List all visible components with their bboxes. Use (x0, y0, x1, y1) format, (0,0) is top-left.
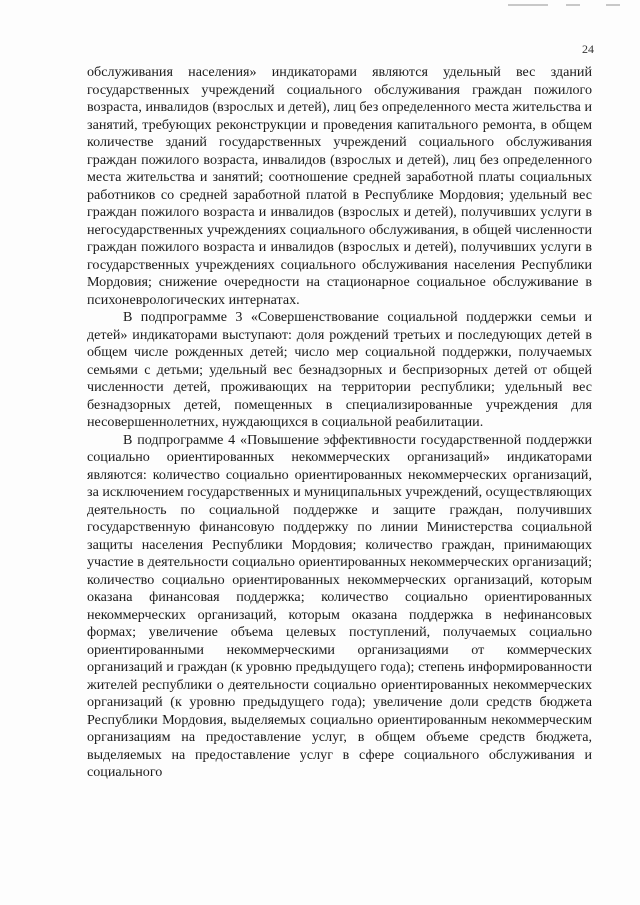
paragraph-subprogram-3: В подпрограмме 3 «Совершенствование социальной поддержки семьи и детей» индикаторами выступают: доля рождений третьих и последующих детей в общем числе рожденных детей; число мер социальной поддержки, получаемых семьями с детьми; удельный вес безнадзорных и беспризорных детей от общей численности детей, проживающих на территории республики; удельный вес безнадзорных детей, помещенных в специализированные учреждения для несовершеннолетних, нуждающихся в социальной реабилитации. (87, 309, 592, 430)
scan-artifact (606, 4, 620, 6)
paragraph-continuation: обслуживания населения» индикаторами являются удельный вес зданий государственных учреждений социального обслуживания граждан пожилого возраста, инвалидов (взрослых и детей), лиц без определенного места жительства и занятий, требующих реконструкции и проведения капитального ремонта, в общем количестве зданий государственных учреждений социального обслуживания граждан пожилого возраста, инвалидов (взрослых и детей), лиц без определенного места жительства и занятий; соотношение средней заработной платы социальных работников со средней заработной платой в Республике Мордовия; удельный вес граждан пожилого возраста и инвалидов (взрослых и детей), получивших услуги в негосударственных учреждениях социального обслуживания, в общей численности граждан пожилого возраста и инвалидов (взрослых и детей), получивших услуги в государственных учреждениях социального обслуживания населения Республики Мордовия; снижение очередности на стационарное социальное обслуживание в психоневрологических интернатах. (87, 64, 592, 308)
scan-artifact (566, 4, 580, 6)
paragraph-subprogram-4: В подпрограмме 4 «Повышение эффективности государственной поддержки социально ориентированных некоммерческих организаций» индикаторами являются: количество социально ориентированных некоммерческих организаций, за исключением государственных и муниципальных учреждений, осуществляющих деятельность по социальной поддержке и защите граждан, получивших государственную финансовую поддержку по линии Министерства социальной защиты населения Республики Мордовия; количество граждан, принимающих участие в деятельности социально ориентированных некоммерческих организаций; количество социально ориентированных некоммерческих организаций, которым оказана финансовая поддержка; количество социально ориентированных некоммерческих организаций, которым оказана поддержка в нефинансовых формах; увеличение объема целевых поступлений, получаемых социально ориентированными некоммерческими организациями от коммерческих организаций и граждан (к уровню предыдущего года); степень информированности жителей республики о деятельности социально ориентированных некоммерческих организаций (к уровню предыдущего года); увеличение доли средств бюджета Республики Мордовия, выделяемых социально ориентированным некоммерческим организациям на предоставление услуг, в общем объеме средств бюджета, выделяемых на предоставление услуг в сфере социального обслуживания и социального (87, 431, 592, 780)
page-number: 24 (582, 42, 594, 56)
document-body (87, 64, 592, 782)
scan-artifact (508, 4, 548, 6)
